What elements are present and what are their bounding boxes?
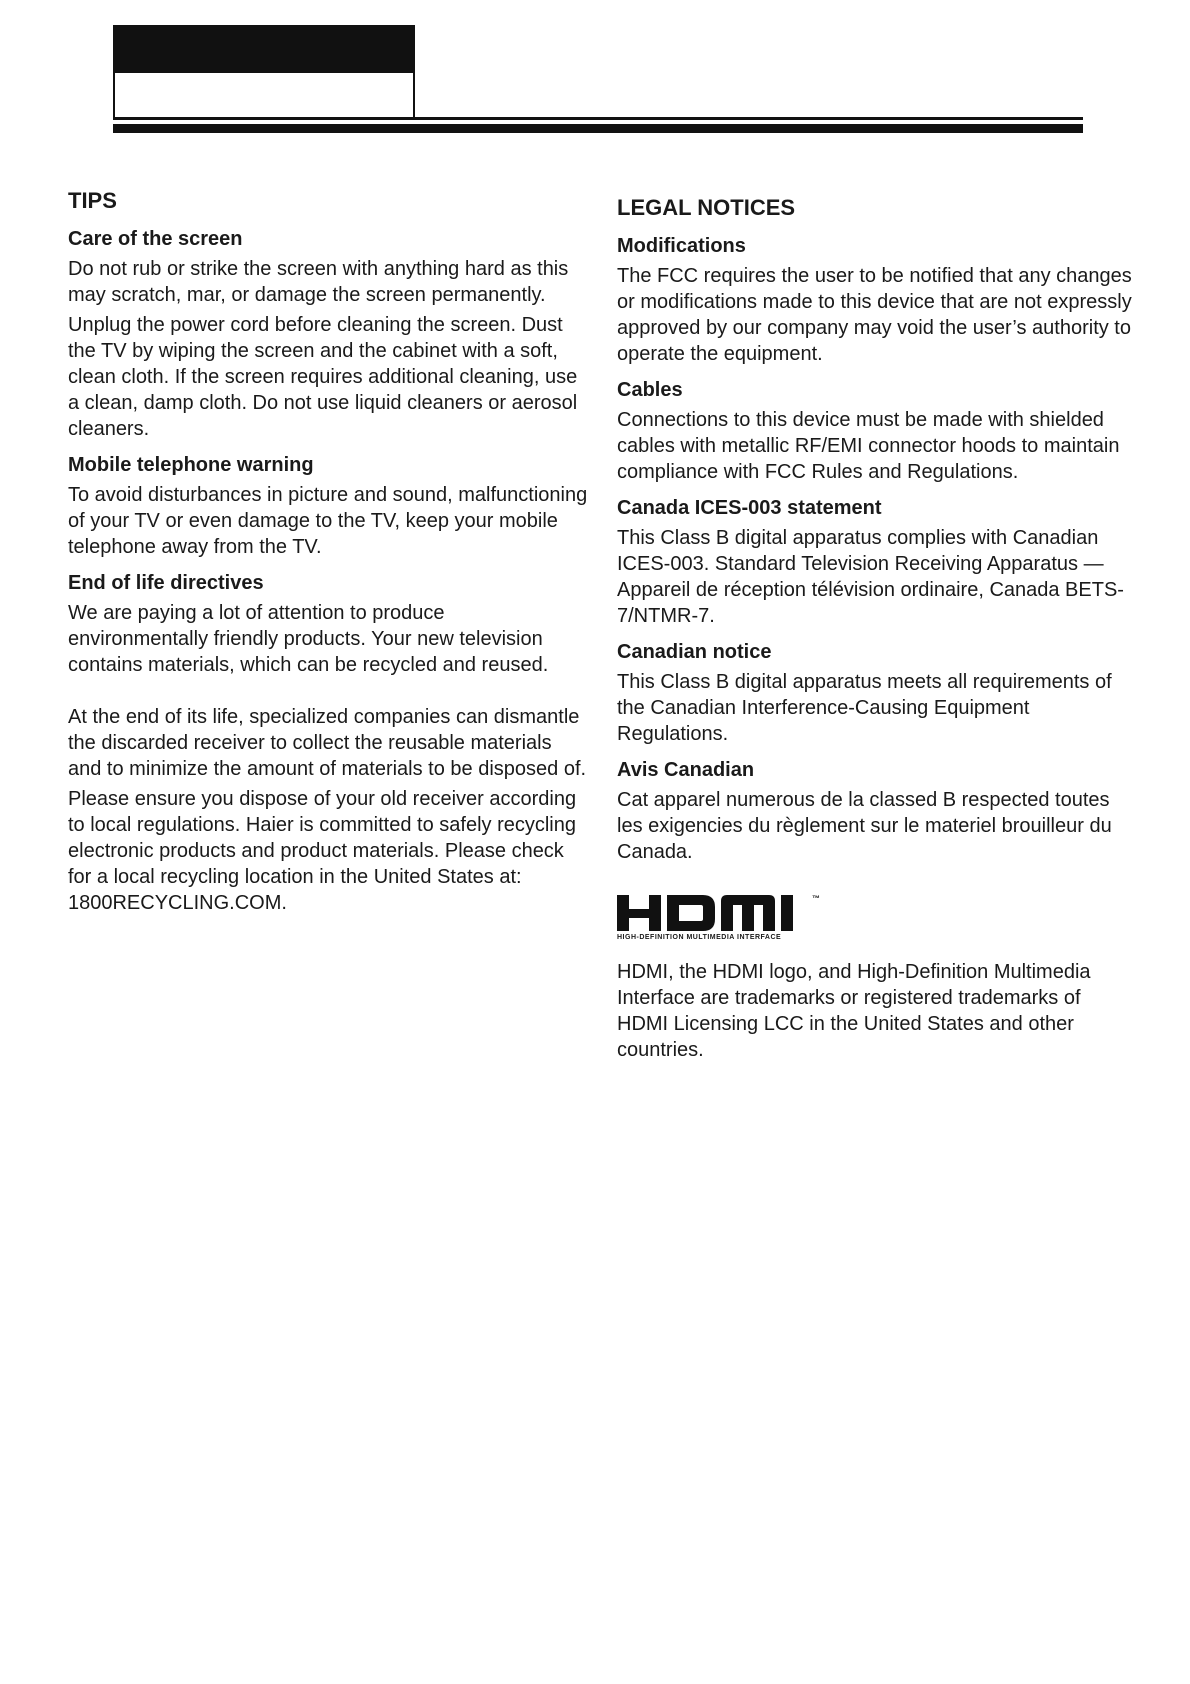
care-paragraph-1: Do not rub or strike the screen with anything hard as this may scratch, mar, or damage the screen permanently. [68, 258, 569, 306]
canadian-notice-paragraph: This Class B digital apparatus meets all requirements of the Canadian Interference-Causing Equipment Regulations. [617, 671, 1112, 745]
modifications-section [617, 233, 1137, 367]
eol-paragraph-3: Please ensure you dispose of your old receiver according to local regulations. Haier is committed to safely recycling electronic products and product materials. Please check for a local recycling location in the United States at: 1800RECYCLING.COM. [68, 788, 577, 914]
header-tab-black [113, 25, 415, 73]
avis-paragraph: Cat apparel numerous de la classed B respected toutes les exigencies du règlement sur le materiel brouilleur du Canada. [617, 789, 1112, 863]
header-rule-thick [113, 124, 1083, 133]
mobile-paragraph-1: To avoid disturbances in picture and sound, malfunctioning of your TV or even damage to the TV, keep your mobile telephone away from the TV. [68, 484, 588, 558]
mobile-heading: Mobile telephone warning [68, 454, 314, 476]
ices-heading: Canada ICES-003 statement [617, 497, 882, 519]
left-column [68, 188, 588, 926]
hdmi-trademark-symbol: ™ [812, 894, 820, 903]
header-tab-box [113, 73, 415, 117]
ices-section [617, 495, 1137, 629]
hdmi-logo-subtitle: HIGH-DEFINITION MULTIMEDIA INTERFACE [617, 934, 782, 941]
cables-heading: Cables [617, 379, 683, 401]
right-column [617, 195, 1137, 1067]
modifications-paragraph: The FCC requires the user to be notified that any changes or modifications made to this device that are not expressly approved by our company may void the user’s authority to operate the equipment. [617, 265, 1132, 365]
canadian-notice-heading: Canadian notice [617, 641, 772, 663]
avis-heading: Avis Canadian [617, 759, 755, 781]
legal-notices-title: LEGAL NOTICES [617, 195, 796, 220]
cables-paragraph: Connections to this device must be made with shielded cables with metallic RF/EMI connector hoods to maintain compliance with FCC Rules and Regulations. [617, 409, 1120, 483]
eol-paragraph-1: We are paying a lot of attention to produce environmentally friendly products. Your new television contains materials, which can be recycled and reused. [68, 602, 549, 676]
care-paragraph-2: Unplug the power cord before cleaning the screen. Dust the TV by wiping the screen and the cabinet with a soft, clean cloth. If the screen requires additional cleaning, use a clean, damp cloth. Do not use liquid cleaners or aerosol cleaners. [68, 314, 578, 440]
hdmi-logo-mark [617, 895, 811, 931]
avis-section [617, 757, 1137, 865]
eol-paragraph-2: At the end of its life, specialized companies can dismantle the discarded receiver to collect the reusable materials and to minimize the amount of materials to be disposed of. [68, 706, 587, 780]
cables-section [617, 377, 1137, 485]
canadian-notice-section [617, 639, 1137, 747]
modifications-heading: Modifications [617, 235, 746, 257]
ices-paragraph: This Class B digital apparatus complies with Canadian ICES-003. Standard Television Receiving Apparatus — Appareil de réception télévision ordinaire, Canada BETS-7/NTMR-7. [617, 527, 1124, 627]
header-rule-thin [113, 117, 1083, 120]
care-heading: Care of the screen [68, 228, 243, 250]
care-section [68, 226, 588, 442]
mobile-section [68, 452, 588, 560]
hdmi-paragraph: HDMI, the HDMI logo, and High-Definition Multimedia Interface are trademarks or registered trademarks of HDMI Licensing LCC in the United States and other countries. [617, 961, 1091, 1061]
eol-heading: End of life directives [68, 572, 264, 594]
eol-section [68, 570, 588, 916]
hdmi-logo [617, 894, 820, 949]
tips-title: TIPS [68, 188, 117, 213]
